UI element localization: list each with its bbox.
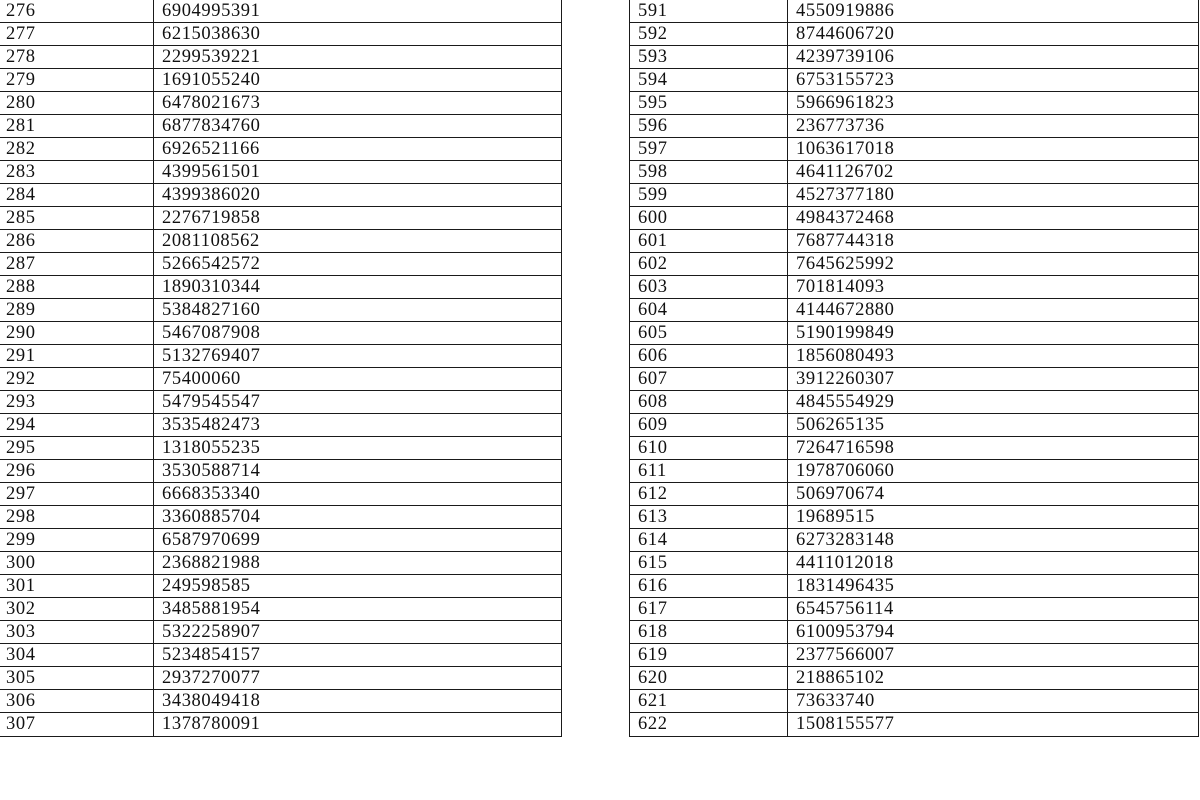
table-row xyxy=(0,69,1199,92)
left-index-cell: 304 xyxy=(0,644,154,667)
left-value-cell: 2299539221 xyxy=(154,46,562,69)
right-index-cell: 595 xyxy=(630,92,788,115)
right-index-cell: 619 xyxy=(630,644,788,667)
column-gap-cell xyxy=(562,460,630,483)
right-index-cell: 599 xyxy=(630,184,788,207)
table-row xyxy=(0,0,1199,23)
right-index-cell: 597 xyxy=(630,138,788,161)
left-index-cell: 293 xyxy=(0,391,154,414)
table-row xyxy=(0,529,1199,552)
left-value-cell: 1890310344 xyxy=(154,276,562,299)
table-row xyxy=(0,207,1199,230)
right-index-cell: 612 xyxy=(630,483,788,506)
column-gap-cell xyxy=(562,276,630,299)
left-value-cell: 5322258907 xyxy=(154,621,562,644)
left-index-cell: 277 xyxy=(0,23,154,46)
left-value-cell: 6215038630 xyxy=(154,23,562,46)
right-value-cell: 1856080493 xyxy=(788,345,1199,368)
right-index-cell: 605 xyxy=(630,322,788,345)
column-gap-cell xyxy=(562,598,630,621)
table-row xyxy=(0,713,1199,736)
left-index-cell: 276 xyxy=(0,0,154,23)
table-row xyxy=(0,690,1199,713)
right-index-cell: 600 xyxy=(630,207,788,230)
column-gap-cell xyxy=(562,230,630,253)
column-gap-cell xyxy=(562,506,630,529)
left-value-cell: 75400060 xyxy=(154,368,562,391)
left-index-cell: 302 xyxy=(0,598,154,621)
right-value-cell: 4144672880 xyxy=(788,299,1199,322)
table-row xyxy=(0,92,1199,115)
right-index-cell: 607 xyxy=(630,368,788,391)
column-gap-cell xyxy=(562,414,630,437)
left-index-cell: 306 xyxy=(0,690,154,713)
table-row xyxy=(0,552,1199,575)
left-value-cell: 5132769407 xyxy=(154,345,562,368)
left-index-cell: 288 xyxy=(0,276,154,299)
right-index-cell: 616 xyxy=(630,575,788,598)
right-value-cell: 1831496435 xyxy=(788,575,1199,598)
right-value-cell: 4845554929 xyxy=(788,391,1199,414)
right-index-cell: 617 xyxy=(630,598,788,621)
left-index-cell: 285 xyxy=(0,207,154,230)
left-value-cell: 2937270077 xyxy=(154,667,562,690)
table-row xyxy=(0,414,1199,437)
right-value-cell: 4550919886 xyxy=(788,0,1199,23)
left-index-cell: 307 xyxy=(0,713,154,736)
column-gap-cell xyxy=(562,690,630,713)
column-gap-cell xyxy=(562,253,630,276)
left-value-cell: 6668353340 xyxy=(154,483,562,506)
right-value-cell: 506970674 xyxy=(788,483,1199,506)
left-index-cell: 281 xyxy=(0,115,154,138)
right-index-cell: 609 xyxy=(630,414,788,437)
table-row xyxy=(0,598,1199,621)
left-value-cell: 4399561501 xyxy=(154,161,562,184)
right-index-cell: 601 xyxy=(630,230,788,253)
right-value-cell: 4984372468 xyxy=(788,207,1199,230)
column-gap-cell xyxy=(562,345,630,368)
left-index-cell: 301 xyxy=(0,575,154,598)
right-index-cell: 598 xyxy=(630,161,788,184)
left-value-cell: 5479545547 xyxy=(154,391,562,414)
left-index-cell: 286 xyxy=(0,230,154,253)
left-value-cell: 4399386020 xyxy=(154,184,562,207)
column-gap-cell xyxy=(562,322,630,345)
table-row xyxy=(0,437,1199,460)
left-index-cell: 299 xyxy=(0,529,154,552)
column-gap-cell xyxy=(562,23,630,46)
right-index-cell: 594 xyxy=(630,69,788,92)
column-gap-cell xyxy=(562,115,630,138)
right-value-cell: 236773736 xyxy=(788,115,1199,138)
column-gap-cell xyxy=(562,46,630,69)
table-row xyxy=(0,506,1199,529)
left-value-cell: 5266542572 xyxy=(154,253,562,276)
table-row xyxy=(0,138,1199,161)
right-index-cell: 621 xyxy=(630,690,788,713)
table-row xyxy=(0,460,1199,483)
table-row xyxy=(0,644,1199,667)
column-gap-cell xyxy=(562,575,630,598)
left-value-cell: 2081108562 xyxy=(154,230,562,253)
left-index-cell: 283 xyxy=(0,161,154,184)
table-row xyxy=(0,253,1199,276)
right-value-cell: 19689515 xyxy=(788,506,1199,529)
left-index-cell: 294 xyxy=(0,414,154,437)
right-value-cell: 6273283148 xyxy=(788,529,1199,552)
left-index-cell: 290 xyxy=(0,322,154,345)
right-index-cell: 608 xyxy=(630,391,788,414)
right-index-cell: 611 xyxy=(630,460,788,483)
column-gap-cell xyxy=(562,207,630,230)
right-index-cell: 592 xyxy=(630,23,788,46)
left-value-cell: 3530588714 xyxy=(154,460,562,483)
column-gap-cell xyxy=(562,529,630,552)
right-index-cell: 618 xyxy=(630,621,788,644)
right-value-cell: 6753155723 xyxy=(788,69,1199,92)
table-row xyxy=(0,667,1199,690)
left-index-cell: 291 xyxy=(0,345,154,368)
right-index-cell: 620 xyxy=(630,667,788,690)
table-row xyxy=(0,483,1199,506)
left-value-cell: 3438049418 xyxy=(154,690,562,713)
left-value-cell: 6926521166 xyxy=(154,138,562,161)
left-index-cell: 295 xyxy=(0,437,154,460)
right-index-cell: 614 xyxy=(630,529,788,552)
left-value-cell: 5234854157 xyxy=(154,644,562,667)
left-index-cell: 297 xyxy=(0,483,154,506)
left-value-cell: 3360885704 xyxy=(154,506,562,529)
right-value-cell: 701814093 xyxy=(788,276,1199,299)
left-index-cell: 298 xyxy=(0,506,154,529)
column-gap-cell xyxy=(562,161,630,184)
right-value-cell: 218865102 xyxy=(788,667,1199,690)
right-index-cell: 604 xyxy=(630,299,788,322)
right-index-cell: 606 xyxy=(630,345,788,368)
right-index-cell: 610 xyxy=(630,437,788,460)
right-index-cell: 615 xyxy=(630,552,788,575)
column-gap-cell xyxy=(562,437,630,460)
table-row xyxy=(0,276,1199,299)
right-value-cell: 506265135 xyxy=(788,414,1199,437)
right-index-cell: 593 xyxy=(630,46,788,69)
left-value-cell: 1378780091 xyxy=(154,713,562,736)
left-index-cell: 279 xyxy=(0,69,154,92)
right-value-cell: 7687744318 xyxy=(788,230,1199,253)
left-index-cell: 289 xyxy=(0,299,154,322)
left-value-cell: 6904995391 xyxy=(154,0,562,23)
left-index-cell: 282 xyxy=(0,138,154,161)
column-gap-cell xyxy=(562,644,630,667)
right-index-cell: 622 xyxy=(630,713,788,736)
right-value-cell: 2377566007 xyxy=(788,644,1199,667)
left-value-cell: 6877834760 xyxy=(154,115,562,138)
right-index-cell: 613 xyxy=(630,506,788,529)
left-value-cell: 5384827160 xyxy=(154,299,562,322)
left-value-cell: 3535482473 xyxy=(154,414,562,437)
left-index-cell: 305 xyxy=(0,667,154,690)
table-row xyxy=(0,161,1199,184)
right-value-cell: 1508155577 xyxy=(788,713,1199,736)
right-value-cell: 6545756114 xyxy=(788,598,1199,621)
right-value-cell: 7645625992 xyxy=(788,253,1199,276)
table-row xyxy=(0,230,1199,253)
left-value-cell: 6478021673 xyxy=(154,92,562,115)
column-gap-cell xyxy=(562,69,630,92)
column-gap-cell xyxy=(562,184,630,207)
right-value-cell: 3912260307 xyxy=(788,368,1199,391)
right-index-cell: 591 xyxy=(630,0,788,23)
right-value-cell: 8744606720 xyxy=(788,23,1199,46)
right-value-cell: 6100953794 xyxy=(788,621,1199,644)
left-value-cell: 1691055240 xyxy=(154,69,562,92)
left-index-cell: 284 xyxy=(0,184,154,207)
left-value-cell: 249598585 xyxy=(154,575,562,598)
column-gap-cell xyxy=(562,92,630,115)
column-gap-cell xyxy=(562,0,630,23)
right-value-cell: 1063617018 xyxy=(788,138,1199,161)
left-index-cell: 303 xyxy=(0,621,154,644)
column-gap-cell xyxy=(562,552,630,575)
left-value-cell: 1318055235 xyxy=(154,437,562,460)
left-value-cell: 5467087908 xyxy=(154,322,562,345)
table-row xyxy=(0,184,1199,207)
right-value-cell: 1978706060 xyxy=(788,460,1199,483)
left-value-cell: 3485881954 xyxy=(154,598,562,621)
right-value-cell: 4527377180 xyxy=(788,184,1199,207)
table-row xyxy=(0,299,1199,322)
left-value-cell: 2276719858 xyxy=(154,207,562,230)
left-index-cell: 292 xyxy=(0,368,154,391)
table-row xyxy=(0,23,1199,46)
column-gap-cell xyxy=(562,391,630,414)
column-gap-cell xyxy=(562,667,630,690)
right-index-cell: 596 xyxy=(630,115,788,138)
table-row xyxy=(0,46,1199,69)
table-row xyxy=(0,391,1199,414)
left-index-cell: 296 xyxy=(0,460,154,483)
table-row xyxy=(0,115,1199,138)
left-index-cell: 278 xyxy=(0,46,154,69)
right-index-cell: 602 xyxy=(630,253,788,276)
right-value-cell: 5190199849 xyxy=(788,322,1199,345)
left-index-cell: 300 xyxy=(0,552,154,575)
right-value-cell: 4411012018 xyxy=(788,552,1199,575)
column-gap-cell xyxy=(562,713,630,736)
column-gap-cell xyxy=(562,621,630,644)
table-row xyxy=(0,322,1199,345)
left-index-cell: 280 xyxy=(0,92,154,115)
table-row xyxy=(0,368,1199,391)
left-index-cell: 287 xyxy=(0,253,154,276)
left-value-cell: 2368821988 xyxy=(154,552,562,575)
column-gap-cell xyxy=(562,483,630,506)
table-row xyxy=(0,345,1199,368)
table-row xyxy=(0,575,1199,598)
right-value-cell: 4641126702 xyxy=(788,161,1199,184)
right-value-cell: 4239739106 xyxy=(788,46,1199,69)
right-value-cell: 5966961823 xyxy=(788,92,1199,115)
column-gap-cell xyxy=(562,138,630,161)
column-gap-cell xyxy=(562,368,630,391)
table-row xyxy=(0,621,1199,644)
left-value-cell: 6587970699 xyxy=(154,529,562,552)
right-value-cell: 7264716598 xyxy=(788,437,1199,460)
right-index-cell: 603 xyxy=(630,276,788,299)
column-gap-cell xyxy=(562,299,630,322)
right-value-cell: 73633740 xyxy=(788,690,1199,713)
